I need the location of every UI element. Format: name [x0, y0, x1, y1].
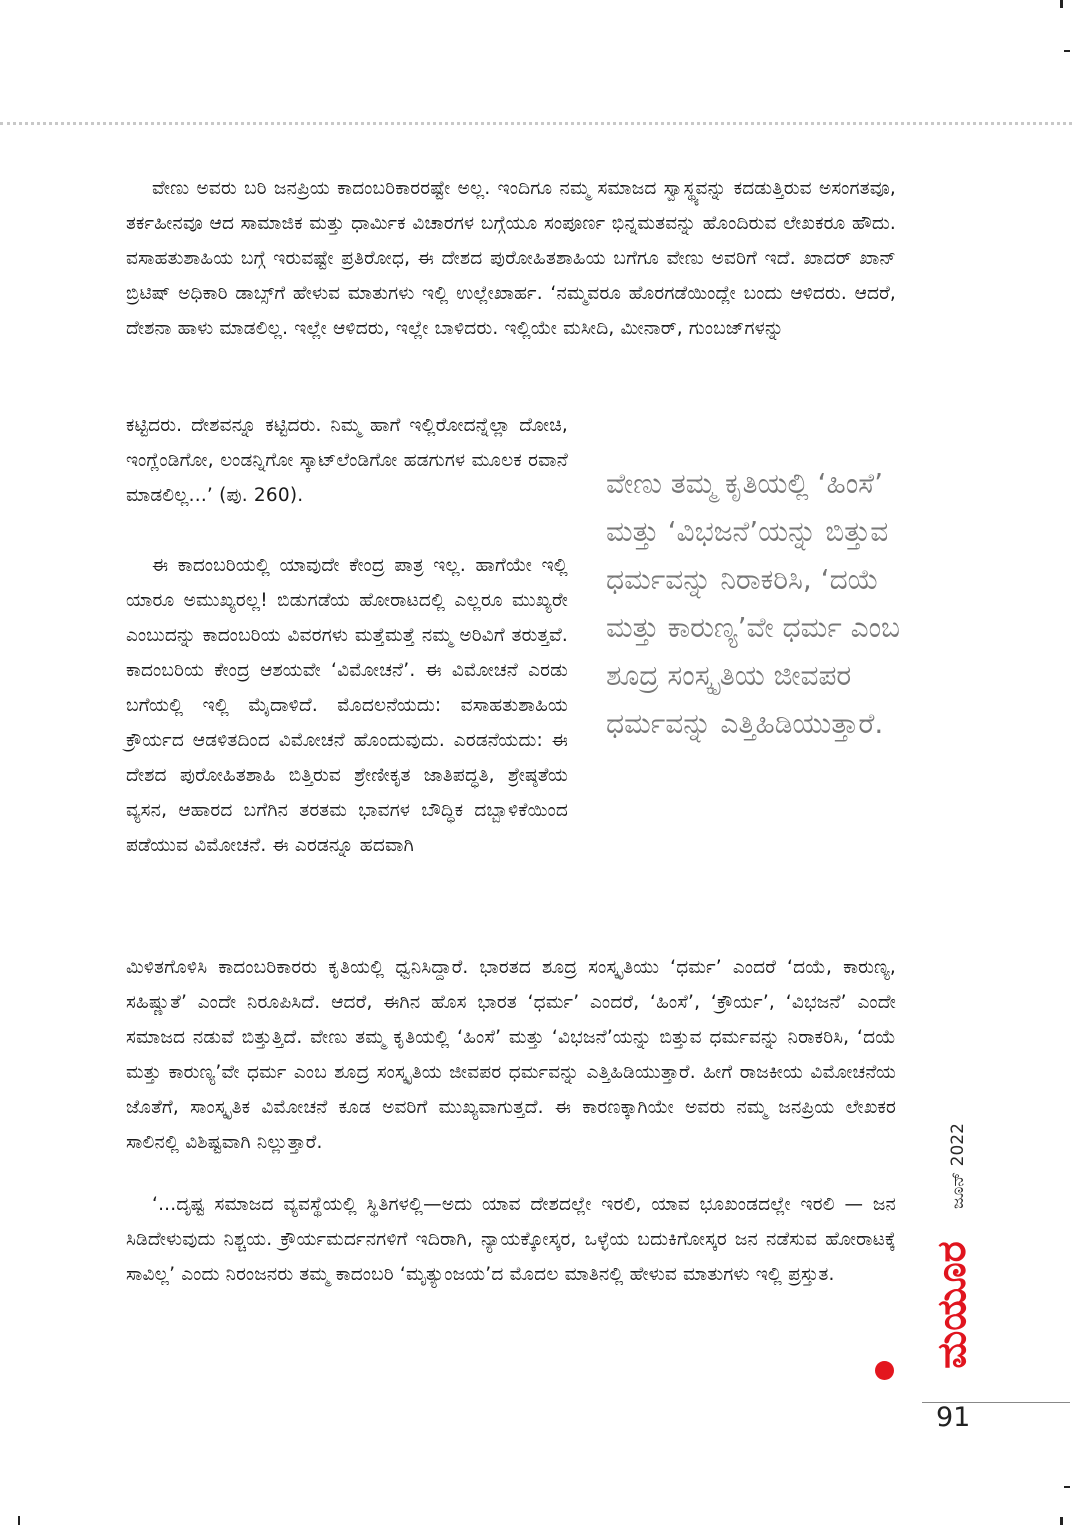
crop-mark [1060, 1517, 1063, 1525]
magazine-logo: ಮಯೂರ [929, 1241, 975, 1369]
body-paragraph: ಮಿಳಿತಗೊಳಿಸಿ ಕಾದಂಬರಿಕಾರರು ಕೃತಿಯಲ್ಲಿ ಧ್ವನಿಸಿದ್ದಾರೆ. ಭಾರತದ ಶೂದ್ರ ಸಂಸ್ಕೃತಿಯು ‘ಧರ್ಮ’ ಎಂದರೆ ‘ದಯೆ, ಕಾರುಣ್ಯ, ಸಹಿಷ್ಣುತೆ’ ಎಂದೇ ನಿರೂಪಿಸಿದೆ. ಆದರೆ, ಈಗಿನ ಹೊಸ ಭಾರತ ‘ಧರ್ಮ’ ಎಂದರೆ, ‘ಹಿಂಸೆ’, ‘ಕ್ರೌರ್ಯ’, ‘ವಿಭಜನೆ’ ಎಂದೇ ಸಮಾಜದ ನಡುವೆ ಬಿತ್ತುತ್ತಿದೆ. ವೇಣು ತಮ್ಮ ಕೃತಿಯಲ್ಲಿ ‘ಹಿಂಸೆ’ ಮತ್ತು ‘ವಿಭಜನೆ’ಯನ್ನು ಬಿತ್ತುವ ಧರ್ಮವನ್ನು ನಿರಾಕರಿಸಿ, ‘ದಯೆ ಮತ್ತು ಕಾರುಣ್ಯ’ವೇ ಧರ್ಮ ಎಂಬ ಶೂದ್ರ ಸಂಸ್ಕೃತಿಯ ಜೀವಪರ ಧರ್ಮವನ್ನು ಎತ್ತಿಹಿಡಿಯುತ್ತಾರೆ. ಹೀಗೆ ರಾಜಕೀಯ ವಿಮೋಚನೆಯ ಜೊತೆಗೆ, ಸಾಂಸ್ಕೃತಿಕ ವಿಮೋಚನೆ ಕೂಡ ಅವರಿಗೆ ಮುಖ್ಯವಾಗುತ್ತದೆ. ಈ ಕಾರಣಕ್ಕಾಗಿಯೇ ಅವರು ನಮ್ಮ ಜನಪ್ರಿಯ ಲೇಖಕರ ಸಾಲಿನಲ್ಲಿ ವಿಶಿಷ್ಟವಾಗಿ ನಿಲ್ಲುತ್ತಾರೆ. [126, 957, 896, 1153]
crop-mark [18, 1516, 20, 1525]
red-dot-icon [875, 1361, 894, 1380]
crop-mark [1064, 1486, 1070, 1488]
crop-mark [1060, 0, 1063, 8]
body-paragraph: ಕಟ್ಟಿದರು. ದೇಶವನ್ನೂ ಕಟ್ಟಿದರು. ನಿಮ್ಮ ಹಾಗೆ ಇಲ್ಲಿರೋದನ್ನೆಲ್ಲಾ ದೋಚಿ, ಇಂಗ್ಲೆಂಡಿಗೋ, ಲಂಡನ್ನಿಗೋ ಸ್ಕಾಟ್‌ಲೆಂಡಿಗೋ ಹಡಗುಗಳ ಮೂಲಕ ರವಾನೆ ಮಾಡಲಿಲ್ಲ...’ (ಪು. 260). [126, 415, 568, 506]
issue-date: ಜೂನ್ 2022 [948, 1123, 968, 1209]
header-dotted-rule [0, 122, 1072, 125]
page-number: 91 [936, 1402, 971, 1433]
body-paragraph: ‘...ದೃಷ್ಟ ಸಮಾಜದ ವ್ಯವಸ್ಥೆಯಲ್ಲಿ ಸ್ಥಿತಿಗಳಲ್ಲಿ—ಅದು ಯಾವ ದೇಶದಲ್ಲೇ ಇರಲಿ, ಯಾವ ಭೂಖಂಡದಲ್ಲೇ ಇರಲಿ — ಜನ ಸಿಡಿದೇಳುವುದು ನಿಶ್ಚಯ. ಕ್ರೌರ್ಯಮರ್ದನಗಳಿಗೆ ಇದಿರಾಗಿ, ನ್ಯಾಯಕ್ಕೋಸ್ಕರ, ಒಳ್ಳೆಯ ಬದುಕಿಗೋಸ್ಕರ ಜನ ನಡೆಸುವ ಹೋರಾಟಕ್ಕೆ ಸಾವಿಲ್ಲ’ ಎಂದು ನಿರಂಜನರು ತಮ್ಮ ಕಾದಂಬರಿ ‘ಮೃತ್ಯುಂಜಯ’ದ ಮೊದಲ ಮಾತಿನಲ್ಲಿ ಹೇಳುವ ಮಾತುಗಳು ಇಲ್ಲಿ ಪ್ರಸ್ತುತ. [126, 1194, 896, 1285]
body-paragraph: ವೇಣು ಅವರು ಬರಿ ಜನಪ್ರಿಯ ಕಾದಂಬರಿಕಾರರಷ್ಟೇ ಅಲ್ಲ. ಇಂದಿಗೂ ನಮ್ಮ ಸಮಾಜದ ಸ್ವಾಸ್ಥ್ಯವನ್ನು ಕದಡುತ್ತಿರುವ ಅಸಂಗತವೂ, ತರ್ಕಹೀನವೂ ಆದ ಸಾಮಾಜಿಕ ಮತ್ತು ಧಾರ್ಮಿಕ ವಿಚಾರಗಳ ಬಗ್ಗೆಯೂ ಸಂಪೂರ್ಣ ಭಿನ್ನಮತವನ್ನು ಹೊಂದಿರುವ ಲೇಖಕರೂ ಹೌದು. ವಸಾಹತುಶಾಹಿಯ ಬಗ್ಗೆ ಇರುವಷ್ಟೇ ಪ್ರತಿರೋಧ, ಈ ದೇಶದ ಪುರೋಹಿತಶಾಹಿಯ ಬಗೆಗೂ ವೇಣು ಅವರಿಗೆ ಇದೆ. ಖಾದರ್ ಖಾನ್ ಬ್ರಿಟಿಷ್ ಅಧಿಕಾರಿ ಡಾಬ್ಸ್‌ಗೆ ಹೇಳುವ ಮಾತುಗಳು ಇಲ್ಲಿ ಉಲ್ಲೇಖಾರ್ಹ. ‘ನಮ್ಮವರೂ ಹೊರಗಡೆಯಿಂದ್ಲೇ ಬಂದು ಆಳಿದರು. ಆದರೆ, ದೇಶನಾ ಹಾಳು ಮಾಡಲಿಲ್ಲ. ಇಲ್ಲೇ ಆಳಿದರು, ಇಲ್ಲೇ ಬಾಳಿದರು. ಇಲ್ಲಿಯೇ ಮಸೀದಿ, ಮೀನಾರ್, ಗುಂಬಜ್‌ಗಳನ್ನು [126, 178, 896, 339]
pull-quote: ವೇಣು ತಮ್ಮ ಕೃತಿಯಲ್ಲಿ ‘ಹಿಂಸೆ’ ಮತ್ತು ‘ವಿಭಜನೆ’ಯನ್ನು ಬಿತ್ತುವ ಧರ್ಮವನ್ನು ನಿರಾಕರಿಸಿ, ‘ದಯೆ ಮತ್ತು ಕಾರುಣ್ಯ’ವೇ ಧರ್ಮ ಎಂಬ ಶೂದ್ರ ಸಂಸ್ಕೃತಿಯ ಜೀವಪರ ಧರ್ಮವನ್ನು ಎತ್ತಿಹಿಡಿಯುತ್ತಾರೆ. [606, 467, 900, 740]
body-paragraph: ಈ ಕಾದಂಬರಿಯಲ್ಲಿ ಯಾವುದೇ ಕೇಂದ್ರ ಪಾತ್ರ ಇಲ್ಲ. ಹಾಗೆಯೇ ಇಲ್ಲಿ ಯಾರೂ ಅಮುಖ್ಯರಲ್ಲ! ಬಿಡುಗಡೆಯ ಹೋರಾಟದಲ್ಲಿ ಎಲ್ಲರೂ ಮುಖ್ಯರೇ ಎಂಬುದನ್ನು ಕಾದಂಬರಿಯ ವಿವರಗಳು ಮತ್ತೆಮತ್ತೆ ನಮ್ಮ ಅರಿವಿಗೆ ತರುತ್ತವೆ. ಕಾದಂಬರಿಯ ಕೇಂದ್ರ ಆಶಯವೇ ‘ವಿಮೋಚನೆ’. ಈ ವಿಮೋಚನೆ ಎರಡು ಬಗೆಯಲ್ಲಿ ಇಲ್ಲಿ ಮೈದಾಳಿದೆ. ಮೊದಲನೆಯದು: ವಸಾಹತುಶಾಹಿಯ ಕ್ರೌರ್ಯದ ಆಡಳಿತದಿಂದ ವಿಮೋಚನೆ ಹೊಂದುವುದು. ಎರಡನೆಯದು: ಈ ದೇಶದ ಪುರೋಹಿತಶಾಹಿ ಬಿತ್ತಿರುವ ಶ್ರೇಣೀಕೃತ ಜಾತಿಪದ್ಧತಿ, ಶ್ರೇಷ್ಠತೆಯ ವ್ಯಸನ, ಆಹಾರದ ಬಗೆಗಿನ ತರತಮ ಭಾವಗಳ ಬೌದ್ಧಿಕ ದಬ್ಬಾಳಿಕೆಯಿಂದ ಪಡೆಯುವ ವಿಮೋಚನೆ. ಈ ಎರಡನ್ನೂ ಹದವಾಗಿ [126, 555, 568, 856]
crop-mark [1064, 50, 1070, 52]
